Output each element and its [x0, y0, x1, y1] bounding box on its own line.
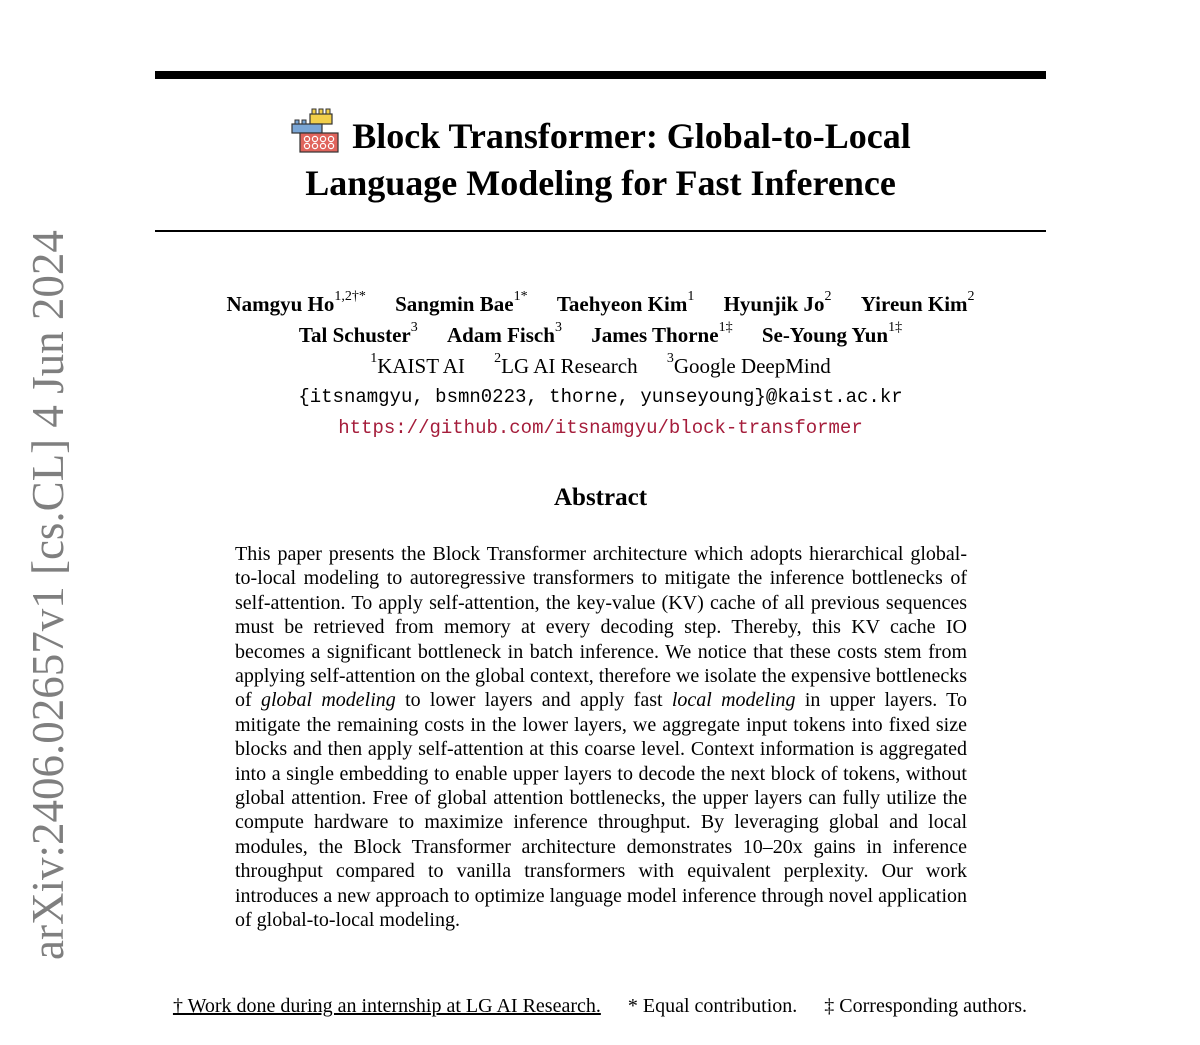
- author: Taehyeon Kim$^1$: [556, 289, 695, 316]
- abstract-body: This paper presents the Block Transformer architecture which adopts hierarchical global-to-local modeling to autoregressive transformers to mitigate the inference bottlenecks of self-attention. To apply self-attention, the key-value (KV) cache of all previous sequences must be retrieved from memory at every decoding step. Thereby, this KV cache IO becomes a significant bottleneck in batch inference. We notice that these costs stem from applying self-attention on the global context, therefore we isolate the expensive bottlenecks of global modeling to lower layers and apply fast local modeling in upper layers. To mitigate the remaining costs in the lower layers, we aggregate input tokens into fixed size blocks and then apply self-attention at this coarse level. Context information is aggregated into a single embedding to enable upper layers to decode the next block of tokens, without global attention. Free of global attention bottlenecks, the upper layers can fully utilize the compute hardware to maximize inference throughput. By leveraging global and local modules, the Block Transformer architecture demonstrates 10–20x gains in inference throughput compared to vanilla transformers with equivalent perplexity. Our work introduces a new approach to optimize language model inference through novel application of global-to-local modeling.: [235, 543, 967, 932]
- title-line-2: Language Modeling for Fast Inference: [305, 163, 896, 203]
- footnote-internship-link[interactable]: † Work done during an internship at LG AI Research.: [172, 995, 601, 1017]
- title-top-rule: [155, 71, 1046, 79]
- affiliation: $^3$Google DeepMind: [666, 351, 831, 378]
- author: Adam Fisch$^3$: [447, 320, 562, 347]
- footnote-corresponding-authors: ‡ Corresponding authors.: [824, 995, 1028, 1017]
- affiliation: $^1$KAIST AI: [370, 351, 465, 378]
- footnotes: [0, 993, 1200, 1019]
- arxiv-identifier-stamp: arXiv:2406.02657v1 [cs.CL] 4 Jun 2024: [23, 230, 73, 960]
- abstract-heading: Abstract: [553, 484, 648, 511]
- title-bottom-rule: [155, 230, 1046, 232]
- author: Yireun Kim$^2$: [860, 289, 975, 316]
- github-repo-link[interactable]: https://github.com/itsnamgyu/block-transformer: [338, 417, 863, 439]
- paper-title: [155, 108, 1046, 207]
- author-row-2: [155, 320, 1046, 351]
- author-row-1: [155, 289, 1046, 320]
- author: Namgyu $Ho^{1,2\dagger*}$: [226, 289, 366, 316]
- footnote-equal-contribution: * Equal contribution.: [627, 995, 798, 1017]
- stacked-blocks-icon: [290, 108, 340, 154]
- affiliations-row: [155, 351, 1046, 382]
- author-block: [155, 289, 1046, 444]
- author: James Thorne$^{1\ddagger}$: [591, 320, 733, 347]
- author: Tal Schuster$^3$: [298, 320, 418, 347]
- author: Hyunjik Jo$^2$: [723, 289, 832, 316]
- emphasis-local-modeling: local modeling: [671, 689, 796, 712]
- affiliation: $^2$LG AI Research: [494, 351, 638, 378]
- author: Se-Young Yun$^{1\ddagger}$: [761, 320, 903, 347]
- author: Sangmin Bae$^{1*}$: [395, 289, 528, 316]
- author-emails: {itsnamgyu, bsmn0223, thorne, yunseyoung}@kaist.ac.kr: [298, 386, 903, 408]
- title-line-1: Block Transformer: Global-to-Local: [352, 116, 911, 156]
- emphasis-global-modeling: global modeling: [260, 689, 396, 712]
